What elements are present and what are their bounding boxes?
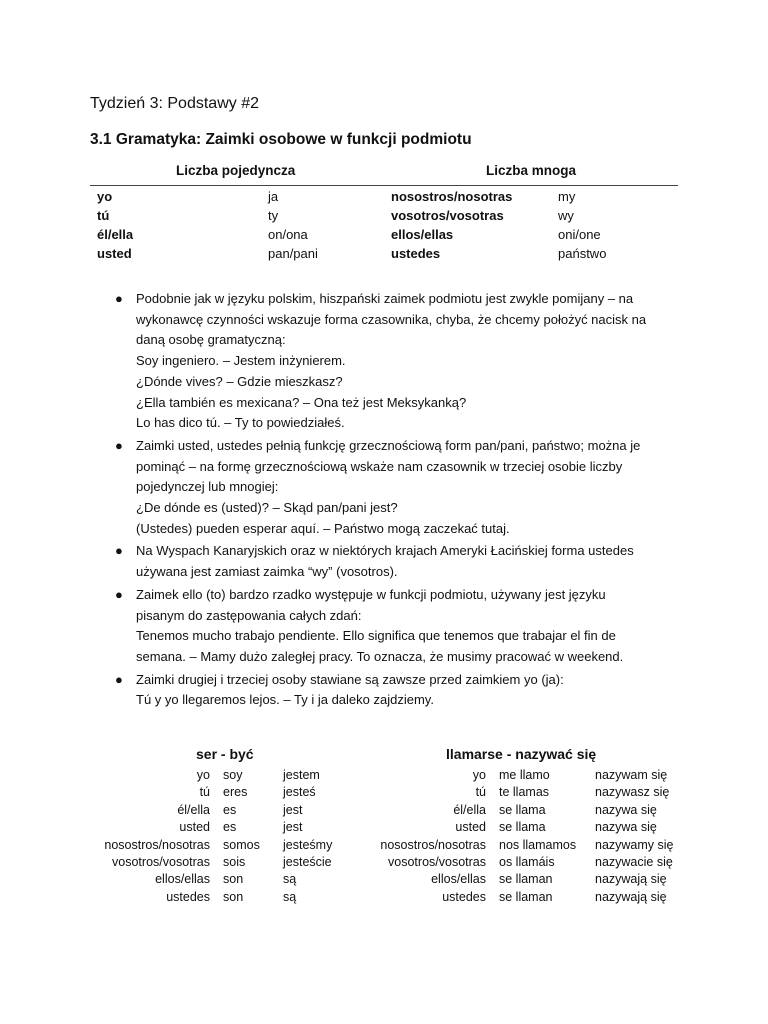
note-line: (Ustedes) pueden esperar aquí. – Państwo mogą zaczekać tutaj. xyxy=(136,520,510,536)
pronoun-pl-es: ustedes xyxy=(391,246,441,261)
bullet-icon: ● xyxy=(115,586,123,602)
conjugation-title-ser: ser - być xyxy=(196,746,254,762)
conjugation-pronoun: yo xyxy=(196,768,210,782)
conjugation-pronoun: él/ella xyxy=(453,802,486,817)
conjugation-pronoun: ellos/ellas xyxy=(431,872,486,887)
conjugation-translation: nazywam się xyxy=(595,768,668,782)
conjugation-form: son xyxy=(223,872,244,887)
pronoun-sg-es: tú xyxy=(97,208,110,223)
conjugation-translation: jesteście xyxy=(283,855,332,869)
note-line: Zaimki usted, ustedes pełnią funkcję grzecznościową form pan/pani, państwo; można je xyxy=(136,437,641,453)
conjugation-row xyxy=(0,871,768,889)
conjugation-form: es xyxy=(223,802,237,817)
note-item xyxy=(0,585,768,668)
conjugation-pronoun: vosotros/vosotras xyxy=(388,855,486,869)
conjugation-translation: są xyxy=(283,889,297,904)
note-line: Tú y yo llegaremos lejos. – Ty i ja daleko zajdziemy. xyxy=(136,692,434,708)
conjugation-translation: jesteś xyxy=(283,785,316,800)
conjugation-pronoun: tú xyxy=(199,785,210,800)
conjugation-form: es xyxy=(223,820,237,835)
conjugation-form: se llama xyxy=(499,820,546,835)
conjugation-form: sois xyxy=(223,855,246,869)
conjugation-form: se llama xyxy=(499,802,546,817)
note-line: Na Wyspach Kanaryjskich oraz w niektórych krajach Ameryki Łacińskiej forma ustedes xyxy=(136,543,634,559)
notes-list xyxy=(0,289,768,713)
conjugation-row xyxy=(0,784,768,802)
conjugation-translation: nazywają się xyxy=(595,889,667,904)
conjugation-translation: nazywają się xyxy=(595,872,667,887)
note-line: pominąć – na formę grzecznościową wskaże nam czasownik w trzeciej osobie liczby xyxy=(136,458,623,474)
conjugation-row xyxy=(0,819,768,837)
conjugation-row xyxy=(0,854,768,872)
pronoun-pl-es: vosotros/vosotras xyxy=(391,208,504,223)
note-item xyxy=(0,670,768,711)
note-item xyxy=(0,541,768,582)
pronoun-pl-es: ellos/ellas xyxy=(391,227,454,242)
conjugation-translation: nazywa się xyxy=(595,820,657,835)
conjugation-row xyxy=(0,802,768,820)
conjugation-pronoun: tú xyxy=(475,785,486,800)
conjugation-row xyxy=(0,889,768,907)
plural-header: Liczba mnoga xyxy=(486,163,577,178)
conjugation-pronoun: usted xyxy=(179,820,210,835)
conjugation-form: son xyxy=(223,889,244,904)
conjugation-form: soy xyxy=(223,768,243,782)
section-title: 3.1 Gramatyka: Zaimki osobowe w funkcji podmiotu xyxy=(90,131,472,148)
note-line: Zaimek ello (to) bardzo rzadko występuje w funkcji podmiotu, używany jest języku xyxy=(136,586,606,602)
conjugation-translation: jest xyxy=(283,802,303,817)
conjugation-pronoun: ellos/ellas xyxy=(155,872,210,887)
pronoun-sg-es: él/ella xyxy=(97,227,134,242)
pronoun-sg-es: usted xyxy=(97,246,132,261)
pronoun-sg-pl: ja xyxy=(268,189,279,204)
conjugation-pronoun: él/ella xyxy=(177,802,210,817)
conjugation-row xyxy=(0,837,768,855)
pronoun-sg-es: yo xyxy=(97,189,113,204)
bullet-icon: ● xyxy=(115,671,123,687)
conjugation-pronoun: ustedes xyxy=(166,889,210,904)
conjugation-pronoun: nosostros/nosotras xyxy=(380,837,486,852)
conjugation-pronoun: nosostros/nosotras xyxy=(104,837,210,852)
pronoun-sg-pl: ty xyxy=(268,208,279,223)
conjugation-translation: są xyxy=(283,872,297,887)
conjugation-translation: nazywacie się xyxy=(595,855,673,869)
note-line: Tenemos mucho trabajo pendiente. Ello significa que tenemos que trabajar el fin de xyxy=(136,628,616,644)
bullet-icon: ● xyxy=(115,291,123,306)
conjugation-pronoun: ustedes xyxy=(442,889,486,904)
conjugation-form: se llaman xyxy=(499,872,553,887)
bullet-icon: ● xyxy=(115,437,123,453)
note-line: wykonawcę czynności wskazuje forma czasownika, chyba, że chcemy położyć nacisk na xyxy=(136,311,647,327)
conjugation-form: te llamas xyxy=(499,785,550,800)
conjugation-form: nos llamamos xyxy=(499,837,577,852)
note-line: ¿De dónde es (usted)? – Skąd pan/pani jest? xyxy=(136,500,398,516)
page-title: Tydzień 3: Podstawy #2 xyxy=(90,95,259,112)
conjugation-pronoun: vosotros/vosotras xyxy=(112,855,210,869)
conjugation-form: somos xyxy=(223,837,260,852)
conjugation-translation: nazywa się xyxy=(595,802,657,817)
note-line: ¿Ella también es mexicana? – Ona też jest Meksykanką? xyxy=(136,394,467,410)
pronoun-pl-pl: my xyxy=(558,189,576,204)
note-line: Podobnie jak w języku polskim, hiszpański zaimek podmiotu jest zwykle pomijany – na xyxy=(136,291,634,306)
note-line: ¿Dónde vives? – Gdzie mieszkasz? xyxy=(136,373,343,389)
conjugation-form: me llamo xyxy=(499,768,550,782)
conjugation-row xyxy=(0,767,768,785)
singular-header: Liczba pojedyncza xyxy=(176,163,296,178)
conjugation-translation: nazywasz się xyxy=(595,785,670,800)
note-line: daną osobę gramatyczną: xyxy=(136,332,286,348)
bullet-icon: ● xyxy=(115,543,123,559)
pronoun-sg-pl: on/ona xyxy=(268,227,308,242)
note-line: semana. – Mamy dużo zaległej pracy. To oznacza, że musimy pracować w weekend. xyxy=(136,648,624,664)
pronoun-pl-pl: wy xyxy=(558,208,574,223)
conjugation-form: eres xyxy=(223,785,248,800)
conjugation-pronoun: usted xyxy=(455,820,486,835)
note-line: Zaimki drugiej i trzeciej osoby stawiane są zawsze przed zaimkiem yo (ja): xyxy=(136,671,564,687)
note-item xyxy=(0,436,768,540)
conjugation-translation: jestem xyxy=(283,768,320,782)
pronoun-pl-pl: państwo xyxy=(558,246,607,261)
pronoun-pl-es: nosostros/nosotras xyxy=(391,189,513,204)
note-line: pisanym do zastępowania całych zdań: xyxy=(136,607,362,623)
conjugation-form: os llamáis xyxy=(499,855,555,869)
conjugation-translation: jesteśmy xyxy=(283,837,333,852)
note-line: Soy ingeniero. – Jestem inżynierem. xyxy=(136,353,346,369)
table-divider xyxy=(90,185,678,186)
note-line: używana jest zamiast zaimka “wy” (vosotros). xyxy=(136,564,398,580)
conjugation-translation: nazywamy się xyxy=(595,837,674,852)
pronoun-pl-pl: oni/one xyxy=(558,227,601,242)
conjugation-title-llamarse: llamarse - nazywać się xyxy=(446,746,597,762)
pronoun-sg-pl: pan/pani xyxy=(268,246,318,261)
note-line: pojedynczej lub mnogiej: xyxy=(136,479,279,495)
conjugation-pronoun: yo xyxy=(472,768,486,782)
conjugation-form: se llaman xyxy=(499,889,553,904)
note-item xyxy=(0,289,768,434)
note-line: Lo has dico tú. – Ty to powiedziałeś. xyxy=(136,415,345,431)
conjugation-translation: jest xyxy=(283,820,303,835)
